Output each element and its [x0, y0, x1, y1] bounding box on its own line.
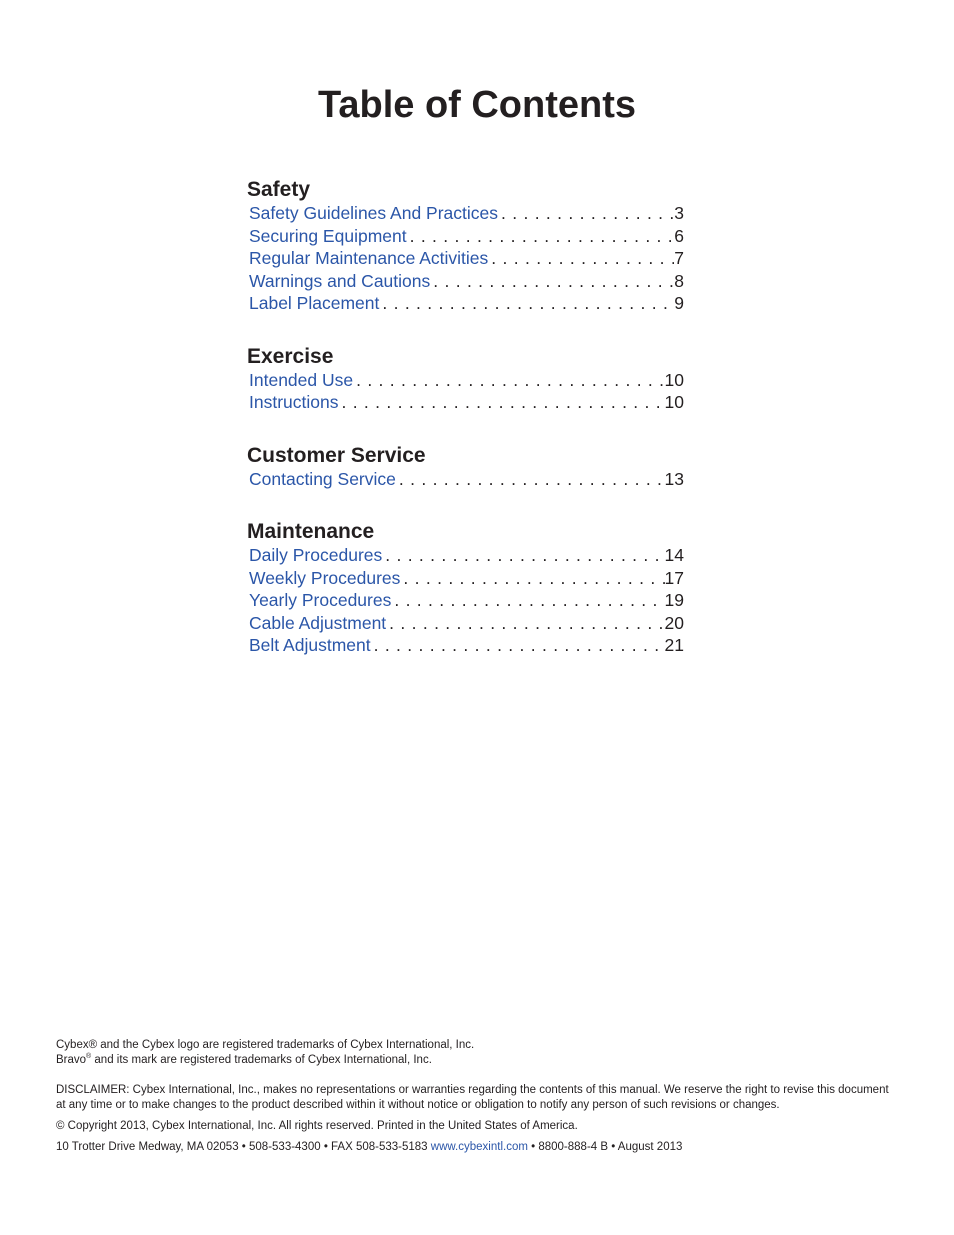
- dot-leader: [407, 225, 675, 248]
- bravo-name: Bravo: [56, 1054, 87, 1066]
- toc-entry-link[interactable]: Warnings and Cautions: [249, 270, 431, 291]
- toc-entry[interactable]: [247, 391, 684, 414]
- dot-leader: [382, 544, 664, 567]
- dot-leader: [498, 202, 674, 225]
- toc-entry-link[interactable]: Regular Maintenance Activities: [249, 248, 489, 268]
- page-title: Table of Contents: [317, 84, 637, 126]
- toc-entry-link[interactable]: Belt Adjustment: [249, 635, 371, 655]
- dot-leader: [400, 567, 664, 590]
- disclaimer: DISCLAIMER: Cybex International, Inc., makes no representations or warranties regarding the contents of this manual. We reserve the right to revise this document at any time or to make changes to the product described within it without notice or obligation to notify any person of such revisions or changes.: [56, 1084, 889, 1111]
- toc-entry[interactable]: [247, 247, 684, 270]
- section-heading: Exercise: [247, 344, 334, 368]
- dot-leader: [391, 589, 664, 612]
- trademark-bravo: [56, 1053, 896, 1068]
- toc-entry-link[interactable]: Cable Adjustment: [249, 612, 387, 633]
- dot-leader: [396, 468, 665, 491]
- toc-entry-link[interactable]: Weekly Procedures: [249, 567, 401, 588]
- page-number: 21: [664, 635, 684, 655]
- page-number: 13: [664, 468, 684, 489]
- dot-leader: [338, 391, 664, 414]
- website-link[interactable]: www.cybexintl.com: [430, 1141, 528, 1153]
- toc-section-customer-service: [247, 444, 684, 491]
- page-number: 3: [674, 203, 684, 223]
- page-number: 9: [674, 293, 684, 313]
- legal-footer: [56, 1038, 896, 1155]
- toc-entry[interactable]: [247, 202, 684, 225]
- toc-entry[interactable]: [247, 567, 684, 590]
- dot-leader: [488, 247, 674, 270]
- toc-entry[interactable]: [247, 270, 684, 293]
- trademark-cybex: Cybex® and the Cybex logo are registered trademarks of Cybex International, Inc.: [56, 1039, 475, 1051]
- dot-leader: [386, 612, 664, 635]
- dot-leader: [353, 369, 664, 392]
- page-number: 10: [664, 392, 684, 412]
- page-number: 8: [674, 270, 684, 291]
- toc-entry[interactable]: [247, 544, 684, 567]
- toc-entry[interactable]: [247, 612, 684, 635]
- section-heading: Maintenance: [247, 520, 375, 543]
- page-number: 17: [664, 567, 684, 588]
- toc-entry[interactable]: [247, 225, 684, 248]
- toc-entry-link[interactable]: Yearly Procedures: [249, 590, 392, 610]
- page-number: 14: [664, 545, 684, 565]
- bravo-trademark-text: and its mark are registered trademarks of Cybex International, Inc.: [91, 1054, 432, 1066]
- toc-entry[interactable]: [247, 634, 684, 657]
- dot-leader: [371, 634, 665, 657]
- toc-entry-link[interactable]: Safety Guidelines And Practices: [249, 203, 499, 223]
- toc-entry[interactable]: [247, 468, 684, 491]
- toc-entry[interactable]: [247, 369, 684, 392]
- toc-section-maintenance: [247, 520, 684, 657]
- table-of-contents: [247, 178, 684, 687]
- page-number: 6: [674, 225, 684, 246]
- dot-leader: [430, 270, 674, 293]
- dot-leader: [379, 292, 674, 315]
- contact-line: [56, 1140, 896, 1155]
- toc-entry-link[interactable]: Label Placement: [249, 293, 380, 313]
- section-heading: Safety: [247, 178, 311, 201]
- section-heading: Customer Service: [247, 443, 426, 467]
- toc-section-exercise: [247, 345, 684, 414]
- toc-entry[interactable]: [247, 589, 684, 612]
- toc-entry-link[interactable]: Contacting Service: [249, 468, 396, 489]
- document-info: • 8800-888-4 B • August 2013: [527, 1141, 683, 1153]
- address: 10 Trotter Drive Medway, MA 02053 • 508-533-4300 • FAX 508-533-5183: [56, 1141, 431, 1153]
- page-number: 10: [664, 369, 684, 390]
- registered-mark: ®: [86, 1053, 92, 1061]
- copyright: © Copyright 2013, Cybex International, Inc. All rights reserved. Printed in the United States of America.: [56, 1120, 578, 1132]
- toc-entry-link[interactable]: Intended Use: [249, 369, 354, 390]
- toc-entry[interactable]: [247, 292, 684, 315]
- toc-entry-link[interactable]: Daily Procedures: [249, 545, 383, 565]
- page-number: 20: [664, 612, 684, 633]
- toc-entry-link[interactable]: Securing Equipment: [249, 225, 407, 246]
- page-number: 19: [664, 590, 684, 610]
- toc-section-safety: [247, 178, 684, 315]
- page-number: 7: [674, 248, 684, 268]
- toc-entry-link[interactable]: Instructions: [249, 392, 339, 412]
